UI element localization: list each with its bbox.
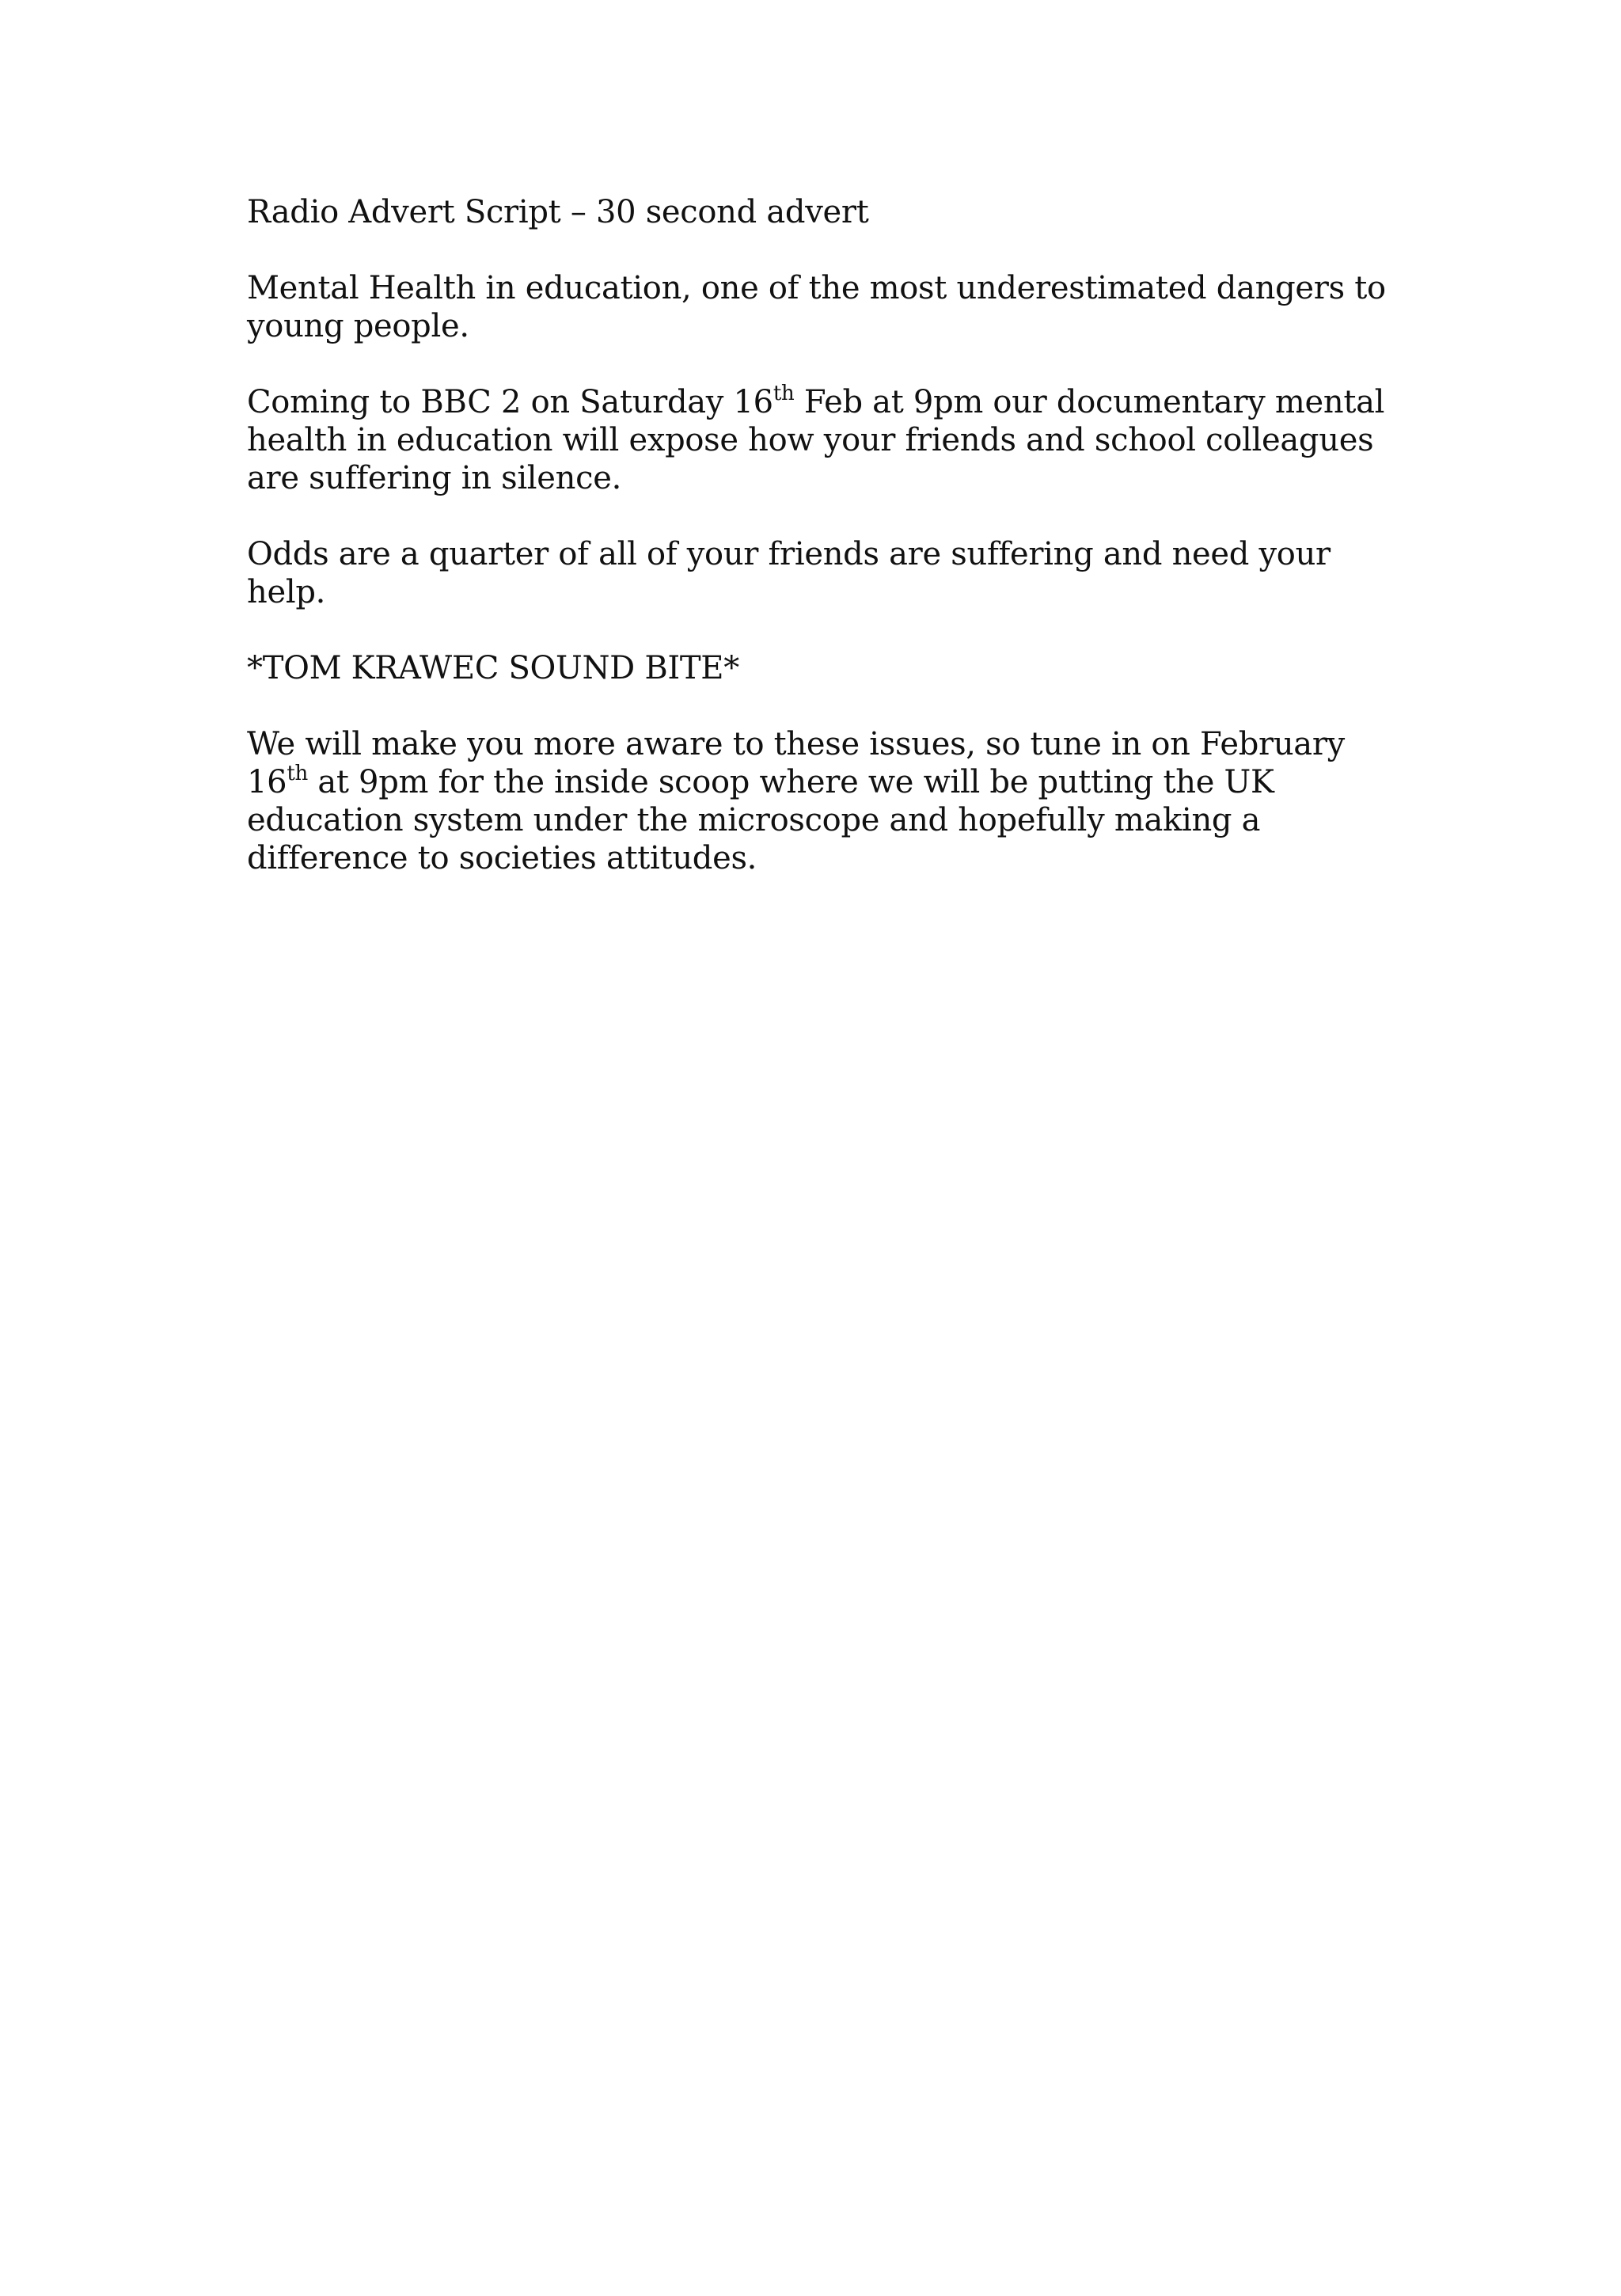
paragraph-closing-text-start: We will make you more aware to these issues, so tune in on February 16 bbox=[247, 726, 1345, 800]
paragraph-odds: Odds are a quarter of all of your friends are suffering and need your help. bbox=[247, 536, 1331, 610]
ordinal-suffix: th bbox=[773, 381, 795, 405]
paragraph-broadcast-info bbox=[247, 383, 1395, 497]
sound-bite-cue: *TOM KRAWEC SOUND BITE* bbox=[247, 650, 739, 686]
paragraph-closing-text-end: at 9pm for the inside scoop where we will be putting the UK education system under the microscope and hopefully making a difference to societies attitudes. bbox=[247, 764, 1274, 876]
ordinal-suffix: th bbox=[287, 761, 308, 785]
document-body bbox=[247, 193, 1395, 877]
paragraph-broadcast-text-end: Feb at 9pm our documentary mental health in education will expose how your friends and school colleagues are suffering in silence. bbox=[247, 384, 1385, 496]
script-title: Radio Advert Script – 30 second advert bbox=[247, 194, 869, 230]
paragraph-broadcast-text-start: Coming to BBC 2 on Saturday 16 bbox=[247, 384, 773, 420]
paragraph-closing bbox=[247, 725, 1395, 877]
paragraph-intro: Mental Health in education, one of the most underestimated dangers to young people. bbox=[247, 270, 1386, 344]
